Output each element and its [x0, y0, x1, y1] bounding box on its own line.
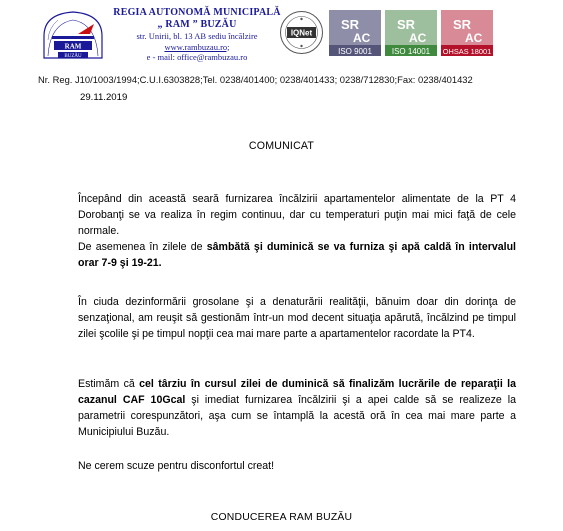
- org-email: e - mail: office@rambuzau.ro: [146, 52, 248, 62]
- svg-text:RAM: RAM: [64, 42, 82, 51]
- svg-text:AC: AC: [465, 31, 483, 45]
- svg-text:SR: SR: [397, 17, 416, 32]
- srac-iso9001-icon: [329, 10, 381, 56]
- svg-text:AC: AC: [409, 31, 427, 45]
- paragraph-2-bold: sâmbătă şi duminică se va furniza şi apă caldă în intervalul orar 7-9 şi 19-21.: [78, 241, 516, 269]
- paragraph-1-text: Începând din această seară furnizarea încălzirii apartamentelor alimentate de la PT 4 Dorobanţi se va realiza în regim continuu, dar cu temperaturi puţin mai mici faţă de cele normale.: [78, 193, 516, 237]
- org-website: www.rambuzau.ro;: [164, 41, 230, 52]
- ram-buzau-logo: [38, 6, 108, 68]
- iqnet-label: IQNet: [290, 28, 313, 38]
- paragraph-5-text: Ne cerem scuze pentru disconfortul creat!: [78, 460, 275, 472]
- org-name-line1: REGIA AUTONOMĂ MUNICIPALĂ: [113, 7, 281, 18]
- paragraph-1: [78, 191, 516, 239]
- svg-text:AC: AC: [353, 31, 371, 45]
- svg-text:SR: SR: [453, 17, 472, 32]
- iqnet-certification-icon: [279, 10, 324, 55]
- org-name-line2: „ RAM ” BUZĂU: [157, 19, 237, 30]
- organization-header: [112, 7, 282, 63]
- paragraph-2: [78, 239, 516, 271]
- paragraph-4: [78, 376, 516, 440]
- registration-info: Nr. Reg. J10/1003/1994;C.U.I.6303828;Tel. 0238/401400; 0238/401433; 0238/712830;Fax: 0238/401432: [38, 74, 473, 85]
- paragraph-5: [78, 458, 516, 474]
- paragraph-3-text: În ciuda dezinformării grosolane şi a denaturării realităţii, bănuim doar din dorinţa de senzaţional, am reuşit să gestionăm într-un mod decent situaţia apărută, încălzind pe timpul zilei şcolile şi pe timpul nopţii cea mai mare parte a apartamentelor racordate la PT4.: [78, 296, 516, 340]
- ohsas18001-label: OHSAS 18001: [442, 47, 492, 56]
- iso14001-label: ISO 14001: [391, 47, 431, 56]
- svg-text:SR: SR: [341, 17, 360, 32]
- org-address: str. Unirii, bl. 13 AB sediu încălzire: [136, 31, 258, 41]
- signature: CONDUCEREA RAM BUZĂU: [210, 512, 353, 523]
- paragraph-4-bold: cel târziu în cursul zilei de duminică să finalizăm lucrările de reparaţii la cazanul CAF 10Gcal: [78, 378, 516, 406]
- paragraph-2-text: De asemenea în zilele de: [78, 241, 207, 253]
- iso9001-label: ISO 9001: [338, 47, 372, 56]
- paragraph-4-text-a: Estimăm că: [78, 378, 140, 390]
- paragraph-4-text-b: şi imediat furnizarea încălzirii şi a apei calde să se realizeze la parametrii corespunzători, aşa cum se întamplă la acestă oră în cea mai mare parte a Municipiului Buzău.: [78, 394, 516, 438]
- srac-ohsas18001-icon: [441, 10, 493, 56]
- document-title: COMUNICAT: [248, 140, 315, 152]
- svg-text:BUZĂU: BUZĂU: [64, 54, 82, 59]
- document-date: 29.11.2019: [80, 92, 128, 103]
- srac-iso14001-icon: [385, 10, 437, 56]
- paragraph-3: [78, 294, 516, 342]
